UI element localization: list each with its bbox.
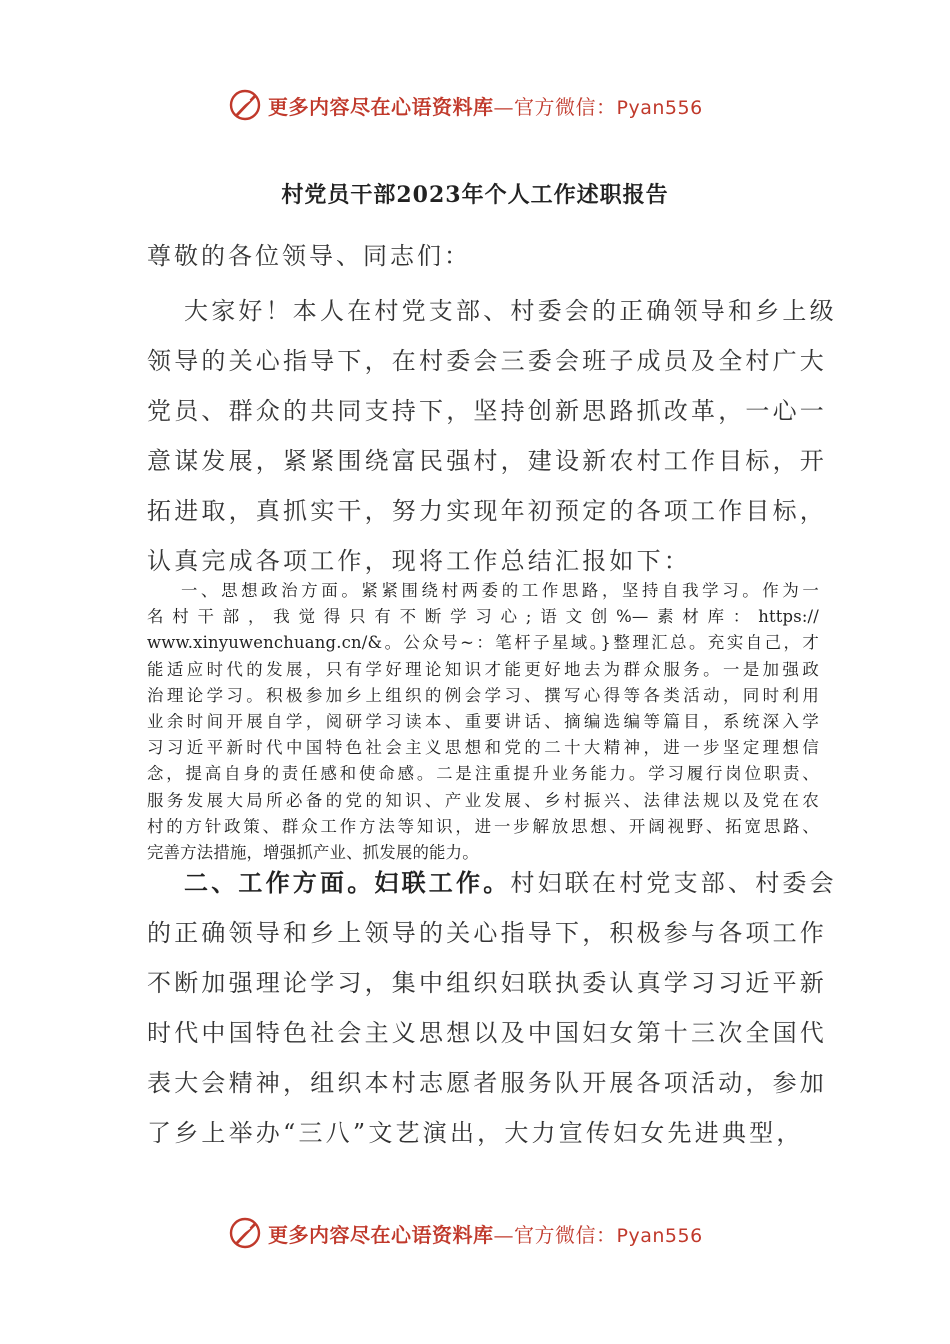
header-banner bbox=[0, 84, 950, 124]
text-line: 领导的关心指导下，在村委会三委会班子成员及全村广大 bbox=[147, 347, 827, 375]
section-heading: 二、工作方面。妇联工作。 bbox=[184, 868, 511, 897]
text-line: 拓进取，真抓实干，努力实现年初预定的各项工作目标， bbox=[147, 497, 827, 525]
text-line: 了乡上举办“三八”文艺演出，大力宣传妇女先进典型， bbox=[147, 1119, 804, 1147]
text-line: 意谋发展，紧紧围绕富民强村，建设新农村工作目标，开 bbox=[147, 447, 827, 475]
text-line: 治理论学习。积极参加乡上组织的例会学习、撰写心得等各类活动，同时利用 bbox=[147, 685, 819, 705]
text-line: 习习近平新时代中国特色社会主义思想和党的二十大精神，进一步坚定理想信 bbox=[147, 738, 819, 758]
document-title: 村党员干部2023年个人工作述职报告 bbox=[281, 182, 669, 208]
banner-brand: 更多内容尽在心语资料库 bbox=[268, 95, 494, 119]
banner-brand: 更多内容尽在心语资料库 bbox=[268, 1223, 494, 1247]
banner-text bbox=[268, 91, 703, 120]
text-line: 能适应时代的发展，只有学好理论知识才能更好地去为群众服务。一是加强政 bbox=[147, 659, 819, 679]
text-line: 业余时间开展自学，阅研学习读本、重要讲话、摘编选编等篇目，系统深入学 bbox=[147, 712, 819, 732]
banner-dash: — bbox=[493, 1223, 514, 1247]
text-line: 不断加强理论学习，集中组织妇联执委认真学习习近平新 bbox=[147, 969, 827, 997]
text-line: 的正确领导和乡上领导的关心指导下，积极参与各项工作 bbox=[147, 919, 827, 947]
salutation: 尊敬的各位领导、同志们： bbox=[147, 242, 471, 270]
text-line: 村的方针政策、群众工作方法等知识，进一步解放思想、开阔视野、拓宽思路、 bbox=[147, 816, 819, 836]
text-line: www.xinyuwenchuang.cn/&。公众号~：笔杆子星域。}整理汇总。充实自己，才 bbox=[147, 633, 819, 653]
text-line: 名村干部，我觉得只有不断学习心;语文创%—素材库：https:// bbox=[147, 607, 819, 627]
banner-dash: — bbox=[493, 95, 514, 119]
paragraph-work bbox=[147, 858, 837, 1158]
banner-wechat-label: 官方微信： bbox=[514, 1223, 617, 1247]
quill-logo-icon bbox=[228, 1216, 262, 1250]
text-line: 完善方法措施，增强抓产业、抓发展的能力。 bbox=[147, 843, 479, 863]
text-line: 念，提高自身的责任感和使命感。二是注重提升业务能力。学习履行岗位职责、 bbox=[147, 764, 819, 784]
banner-wechat-id: Pyan556 bbox=[616, 97, 703, 119]
footer-banner bbox=[0, 1212, 950, 1252]
banner-wechat-label: 官方微信： bbox=[514, 95, 617, 119]
banner-text bbox=[268, 1219, 703, 1248]
paragraph-political bbox=[147, 578, 819, 866]
text-line: 认真完成各项工作，现将工作总结汇报如下： bbox=[147, 547, 691, 575]
heading-rest: 村妇联在村党支部、村委会 bbox=[510, 869, 837, 897]
text-line: 服务发展大局所必备的党的知识、产业发展、乡村振兴、法律法规以及党在农 bbox=[147, 790, 819, 810]
text-line: 时代中国特色社会主义思想以及中国妇女第十三次全国代 bbox=[147, 1019, 827, 1047]
paragraph-intro bbox=[147, 286, 837, 586]
text-line: 一、思想政治方面。紧紧围绕村两委的工作思路，坚持自我学习。作为一 bbox=[181, 581, 819, 600]
text-line bbox=[147, 858, 837, 908]
text-line: 党员、群众的共同支持下，坚持创新思路抓改革，一心一 bbox=[147, 397, 827, 425]
text-line: 表大会精神，组织本村志愿者服务队开展各项活动，参加 bbox=[147, 1069, 827, 1097]
banner-wechat-id: Pyan556 bbox=[616, 1225, 703, 1247]
quill-logo-icon bbox=[228, 88, 262, 122]
text-line: 大家好！本人在村党支部、村委会的正确领导和乡上级 bbox=[184, 297, 837, 325]
